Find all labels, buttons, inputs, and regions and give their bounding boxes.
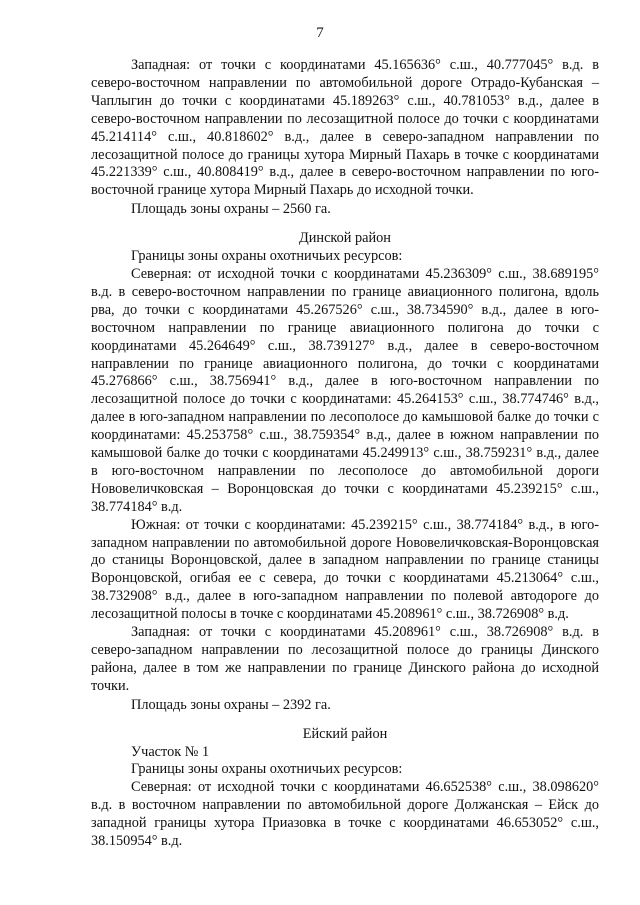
paragraph-dinskoy-north: Северная: от исходной точки с координатами 45.236309° с.ш., 38.689195° в.д. в северо-восточном направлении по границе авиационного полигона, вдоль рва, до точки с координатами 45.267526° с.ш., 38.734590° в.д., далее в юго-восточном направлении по границе авиационного полигона до точки с координатами 45.264649° с.ш., 38.739127° в.д., далее в северо-восточном направлении по границе авиационного полигона, до точки с координатами 45.276866° с.ш., 38.756941° в.д., далее в юго-восточном направлении по лесозащитной полосе до точки с координатами: 45.264153° с.ш., 38.774746° в.д., далее в юго-западном направлении по лесополосе до камышовой балке до точки с координатами: 45.253758° с.ш., 38.759354° в.д., далее в южном направлении по камышовой балке до точки с координатами 45.249913° с.ш., 38.759231° в.д., далее в юго-восточном направлении по лесополосе до автомобильной дороги Нововеличковская – Воронцовская до точки с координатами 45.239215° с.ш., 38.774184° в.д. <box>91 265 599 515</box>
heading-eysky-district: Ейский район <box>302 725 388 742</box>
paragraph-otradnensky-west: Западная: от точки с координатами 45.165636° с.ш., 40.777045° в.д. в северо-восточном направлении по автомобильной дороге Отрадо-Кубанская – Чаплыгин до точки с координатами 45.189263° с.ш., 40.781053° в.д., далее в северо-восточном направлении по лесозащитной полосе до точки с координатами 45.214114° с.ш., 40.818602° в.д., далее в северо-западном направлении по лесозащитной полосе до границы хутора Мирный Пахарь в точке с координатами 45.221339° с.ш., 40.808419° в.д., далее в северо-восточном направлении по юго-восточной границе хутора Мирный Пахарь до исходной точки. <box>91 57 599 199</box>
paragraph-dinskoy-west: Западная: от точки с координатами 45.208961° с.ш., 38.726908° в.д. в северо-западном направлении по лесозащитной полосе до границы Динского района, далее в том же направлении по границе Динского района до исходной точки. <box>91 624 599 694</box>
paragraph-eysky-boundaries: Границы зоны охраны охотничьих ресурсов: <box>131 761 403 778</box>
page-content <box>91 57 599 851</box>
paragraph-dinskoy-area: Площадь зоны охраны – 2392 га. <box>131 696 331 713</box>
paragraph-eysky-north: Северная: от исходной точки с координатами 46.652538° с.ш., 38.098620° в.д. в восточном направлении по автомобильной дороге Должанская – Ейск до западной границы хутора Приазовка в точке с координатами 46.653052° с.ш., 38.150954° в.д. <box>91 779 599 850</box>
heading-dinskoy-district: Динской район <box>299 230 391 247</box>
paragraph-dinskoy-boundaries: Границы зоны охраны охотничьих ресурсов: <box>131 248 403 265</box>
paragraph-eysky-plot: Участок № 1 <box>131 743 210 760</box>
page-number: 7 <box>316 25 324 41</box>
paragraph-otradnensky-area: Площадь зоны охраны – 2560 га. <box>131 201 331 218</box>
paragraph-dinskoy-south: Южная: от точки с координатами: 45.239215° с.ш., 38.774184° в.д., в юго-западном направлении по автомобильной дороге Нововеличковская-Воронцовская до станицы Воронцовской, далее в западном направлении по границе станицы Воронцовской, огибая ее с севера, до точки с координатами 45.213064° с.ш., 38.732908° в.д., далее в юго-западном направлении по полевой автодороге до лесозащитной полосы в точке с координатами 45.208961° с.ш., 38.726908° в.д. <box>91 516 599 623</box>
